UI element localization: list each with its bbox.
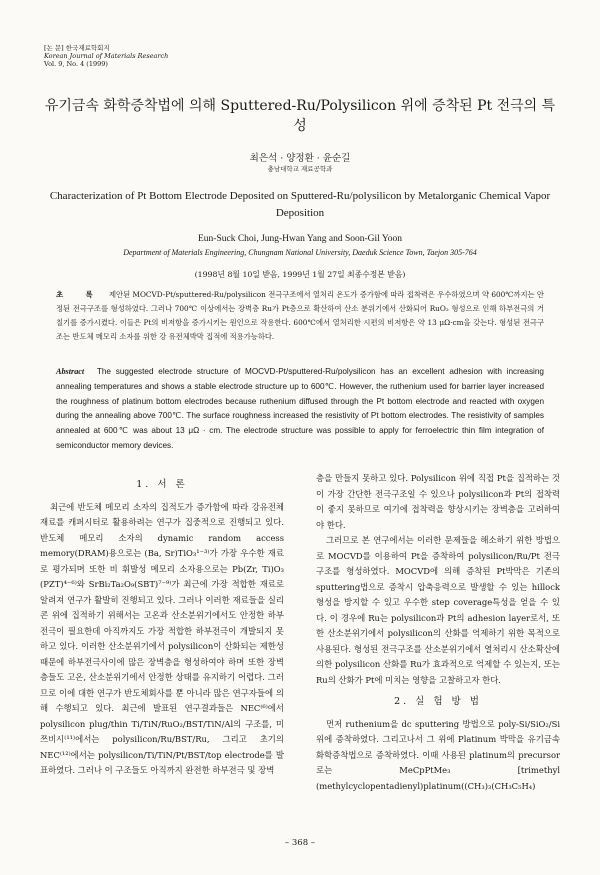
body-right-column	[316, 471, 560, 794]
authors-english: Eun-Suck Choi, Jung-Hwan Yang and Soon-Gil Yoon	[198, 234, 402, 244]
abstract-english-text: The suggested electrode structure of MOCVD-Pt/sputtered-Ru/polysilicon has an excellent adhesion with increasing annealing temperatures and shows a stable electrode structure up to 600℃. However, the ruthenium used for barrier layer increased the roughness of platinum bottom electrodes because ruthenium diffused through the Pt bottom electrode and reacted with oxygen during the annealing above 700℃. The surface roughness increased the resistivity of Pt bottom electrodes. The resistivity of samples annealed at 600℃ was about 13 μΩ · cm. The electrode structure was possible to apply for ferroelectric thin film integration of semiconductor memory devices.	[56, 367, 544, 450]
section-heading-introduction: 1. 서 론	[136, 479, 188, 490]
affiliation-english: Department of Materials Engineering, Chungnam National University, Daeduk Science Town, Taejon 305-764	[123, 248, 477, 257]
abstract-english-label: Abstract	[56, 367, 85, 376]
authors-korean: 최은석 · 양정환 · 윤순길	[249, 153, 351, 164]
paper-title-english: Characterization of Pt Bottom Electrode Deposited on Sputtered-Ru/polysilicon by Metalorganic Chemical Vapor Deposition	[49, 190, 551, 219]
abstract-korean-text: 제안된 MOCVD-Pt/sputtered-Ru/polysilicon 전극구조에서 열처리 온도가 증가함에 따라 접착력은 우수하였으며 약 600℃까지는 안정된 전극구조를 형성하였다. 그러나 700℃ 이상에서는 장벽층 Ru가 Pt층으로 확산하여 산소 분위기에서 산화되어 RuO₂ 형성으로 인해 하부전극의 거칠기를 증가시켰다. 이들은 Pt의 비저항을 증가시키는 원인으로 작용한다. 600℃에서 열처리한 시편의 비저항은 약 13 μΩ·cm을 갖는다. 형성된 전극구조는 반도체 메모리 소자를 위한 강 유전체박막 집적에 적용가능하다.	[56, 290, 544, 341]
abstract-korean-label: 초 록	[56, 290, 103, 299]
section-heading-methods: 2. 실 험 방 법	[394, 696, 482, 707]
paper-title-korean: 유기금속 화학증착법에 의해 Sputtered-Ru/Polysilicon 위에 증착된 Pt 전극의 특성	[44, 98, 556, 134]
journal-header	[44, 44, 168, 68]
journal-category: [논 문] 한국재료학회지	[44, 44, 110, 52]
received-dates: (1998년 8월 10일 받음, 1999년 1월 27일 최종수정본 받음)	[194, 270, 406, 279]
journal-volume: Vol. 9, No. 4 (1999)	[44, 60, 108, 68]
body-left-column	[40, 471, 284, 779]
affiliation-korean: 충남대학교 재료공학과	[267, 165, 333, 173]
journal-name: Korean Journal of Materials Research	[44, 52, 169, 60]
right-paragraph-2: 그러므로 본 연구에서는 이러한 문제들을 해소하기 위한 방법으로 MOCVD를 이용하여 Pt을 증착하여 polysilicon/Ru/Pt 전극구조를 형성하였다. MOCVD에 의해 증착된 Pt박막은 기존의 sputtering법으로 증착시 압축응력으로 발생할 수 있는 hillock 형성을 방지할 수 있고 우수한 step coverage특성을 얻을 수 있다. 이 경우에 Ru는 polysilicon과 Pt의 adhesion layer로서, 또한 산소분위기에서 polysilicon의 산화를 억제하기 위한 목적으로 사용된다. 형성된 전극구조를 산소분위기에서 열처리시 산소확산에 의한 polysilicon 산화를 Ru가 효과적으로 억제할 수 있는지, 또는 Ru의 산화가 Pt에 미치는 영향을 고찰하고자 한다.	[316, 535, 560, 685]
intro-paragraph: 최근에 반도체 메모리 소자의 집적도가 증가함에 따라 강유전체재료를 캐퍼시터로 활용하려는 연구가 집중적으로 진행되고 있다. 반도체 메모리 소자의 dynamic random access memory(DRAM)용으로는 (Ba, Sr)TiO₃¹⁻³⁾가 가장 우수한 재료로 평가되며 또한 비 휘발성 메모리 소자용으로는 Pb(Zr, Ti)O₃ (PZT)⁴⁻⁶⁾와 SrBi₂Ta₂O₉(SBT)⁷⁻⁹⁾가 최근에 가장 적합한 재료로 알려져 연구가 활발히 진행되고 있다. 그러나 이러한 재료들을 실리콘 위에 집적하기 위해서는 고온과 산소분위기에서도 안정한 하부전극이 필요한데 아직까지도 가장 적합한 하부전극이 개발되지 못하고 있다. 이러한 산소분위기에서 polysilicon이 산화되는 제한성 때문에 하부전극사이에 많은 장벽층을 형성하여야 하며 또한 장벽층들도 고온, 산소분위기에서 안정한 상태를 유지하기 어렵다. 그러므로 이에 대한 연구가 반도체회사를 뿐 아니라 많은 연구자들에 의해 수행되고 있다. 최근에 발표된 연구결과들은 NEC⁽⁶⁾에서 polysilicon plug/thin Ti/TiN/RuO₂/BST/TiN/Al의 구조를, 미쯔비시⁽¹¹⁾에서는 polysilicon/Ru/BST/Ru, 그리고 초기의 NEC⁽¹²⁾에서는 polysilicon/Ti/TiN/Pt/BST/top electrode를 발표하였다. 그러나 이 구조들도 아직까지 완전한 하부전극 및 장벽	[40, 501, 284, 775]
methods-paragraph: 먼저 ruthenium을 dc sputtering 방법으로 poly-Si/SiO₂/Si위에 증착하였다. 그리고나서 그 위에 Platinum 박막을 유기금속 화학증착법으로 증착하였다. 이때 사용된 platinum의 precursor로는 MeCpPtMe₃ [trimethyl (methylcyclopentadienyl)platinum((CH₃)₃(CH₃C₅H₄)	[316, 718, 560, 791]
right-paragraph-1: 층을 만들지 못하고 있다. Polysilicon 위에 직접 Pt을 집적하는 것이 가장 간단한 전극구조일 수 있으나 polysilicon과 Pt의 접착력이 좋지 못하므로 여기에 접착력을 향상시키는 장벽층을 고려하여야 한다.	[316, 473, 560, 530]
page-number: – 368 –	[284, 838, 316, 848]
abstract-korean	[56, 288, 544, 344]
abstract-english	[56, 365, 544, 454]
